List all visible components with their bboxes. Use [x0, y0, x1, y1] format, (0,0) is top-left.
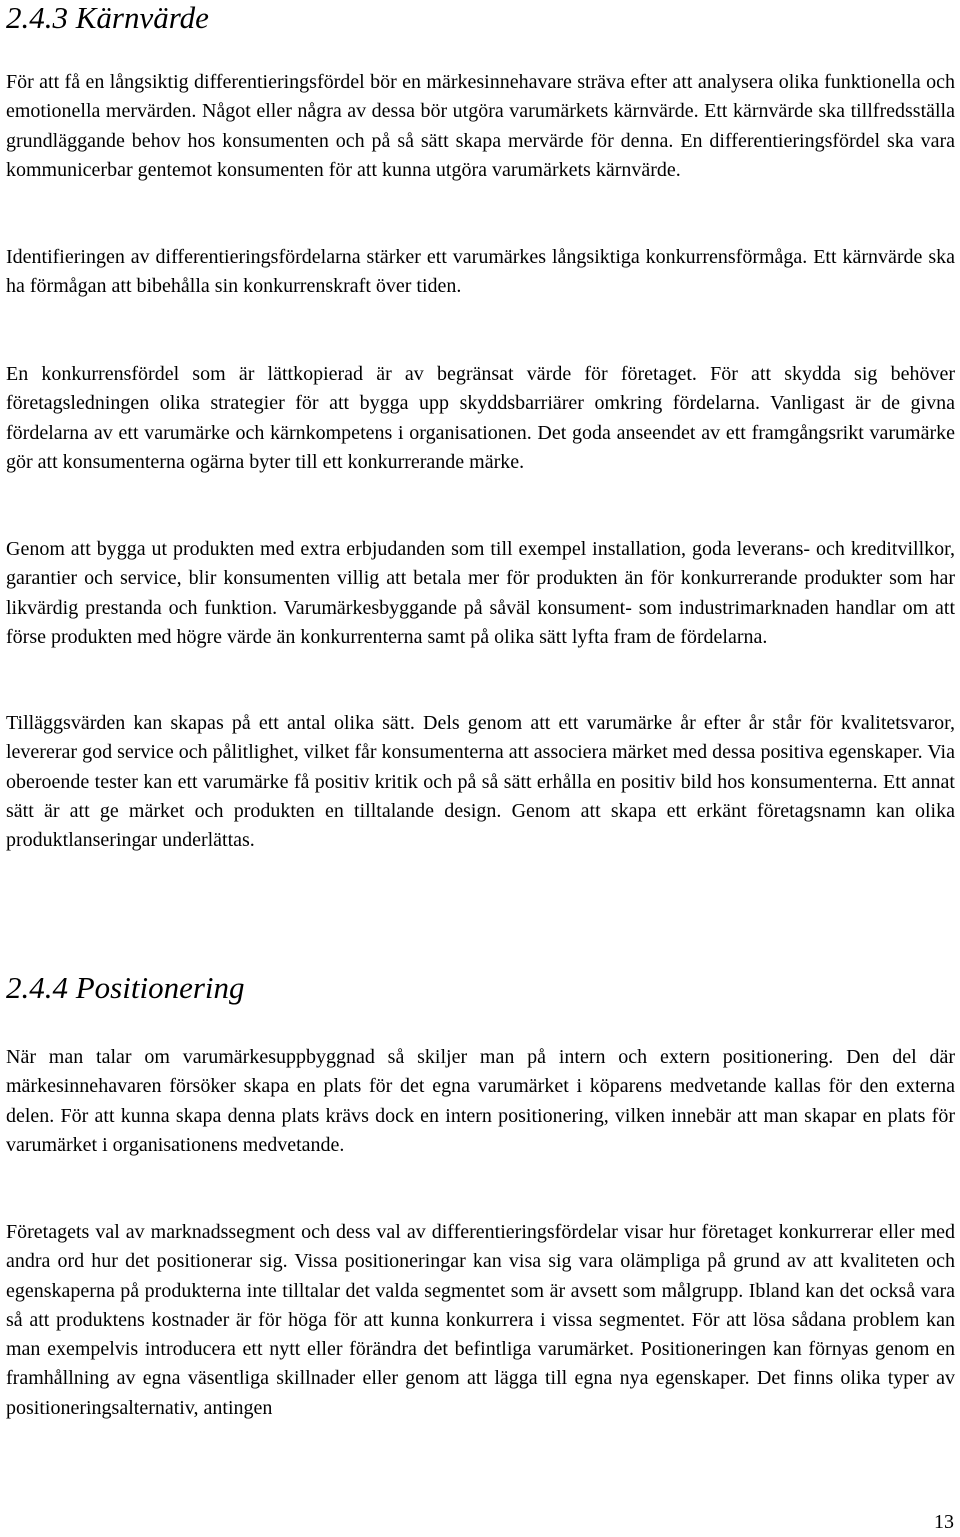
section-heading-positionering: 2.4.4 Positionering [6, 970, 245, 1005]
paragraph-5: Tilläggsvärden kan skapas på ett antal olika sätt. Dels genom att ett varumärke år efter år står för kvalitetsvaror, levererar god service och pålitlighet, vilket får konsumenterna att associera märket med dessa positiva egenskaper. Via oberoende tester kan ett varumärke få positiv kritik och på så sätt erhålla en positiv bild hos konsumenterna. Ett annat sätt är att ge märket och produkten en tilltalande design. Genom att skapa ett erkänt företagsnamn kan olika produktlanseringar underlättas. [6, 712, 955, 852]
page-number: 13 [934, 1511, 954, 1533]
paragraph-6: När man talar om varumärkesuppbyggnad så skiljer man på intern och extern positionering. Den del där märkesinnehavaren försöker skapa en plats för det egna varumärket i köparens medvetande kallas för den externa delen. För att kunna skapa denna plats krävs dock en intern positionering, vilken innebär att man skapar en plats för varumärket i organisationens medvetande. [6, 1046, 955, 1156]
paragraph-4: Genom att bygga ut produkten med extra erbjudanden som till exempel installation, goda leverans- och kreditvillkor, garantier och service, blir konsumenten villig att betala mer för produkten än för konkurrerande produkter som har likvärdig prestanda och funktion. Varumärkesbyggande på såväl konsument- som industrimarknaden handlar om att förse produkten med högre värde än konkurrenterna samt på olika sätt lyfta fram de fördelarna. [6, 538, 955, 648]
section-heading-karnvarde: 2.4.3 Kärnvärde [6, 0, 209, 35]
paragraph-7: Företagets val av marknadssegment och dess val av differentieringsfördelar visar hur företaget konkurrerar eller med andra ord hur det positionerar sig. Vissa positioneringar kan visa sig vara olämpliga på grund av att kvaliteten och egenskaperna på produkterna inte tilltalar det valda segmentet som är avsett som målgrupp. Ibland kan det också vara så att produktens kostnader är för höga för att kunna konkurrera i vissa segmentet. För att lösa sådana problem kan man exempelvis introducera ett nytt eller förändra det befintliga varumärket. Positioneringen kan förnyas genom en framhållning av egna väsentliga skillnader eller genom att lägga till egna nya egenskaper. Det finns olika typer av positioneringsalternativ, antingen [6, 1221, 955, 1419]
paragraph-1: För att få en långsiktig differentieringsfördel bör en märkesinnehavare sträva efter att analysera olika funktionella och emotionella mervärden. Något eller några av dessa bör utgöra varumärkets kärnvärde. Ett kärnvärde ska tillfredsställa grundläggande behov hos konsumenten och på så sätt skapa mervärde för denna. En differentieringsfördel ska vara kommunicerbar gentemot konsumenten för att kunna utgöra varumärkets kärnvärde. [6, 71, 955, 181]
paragraph-2: Identifieringen av differentieringsfördelarna stärker ett varumärkes långsiktiga konkurrensförmåga. Ett kärnvärde ska ha förmågan att bibehålla sin konkurrenskraft över tiden. [6, 246, 955, 298]
paragraph-3: En konkurrensfördel som är lättkopierad är av begränsat värde för företaget. För att skydda sig behöver företagsledningen olika strategier för att bygga upp skyddsbarriärer omkring fördelarna. Vanligast är de givna fördelarna av ett varumärke och kärnkompetens i organisationen. Det goda anseendet av ett framgångsrikt varumärke gör att konsumenterna ogärna byter till ett konkurrerande märke. [6, 363, 955, 473]
